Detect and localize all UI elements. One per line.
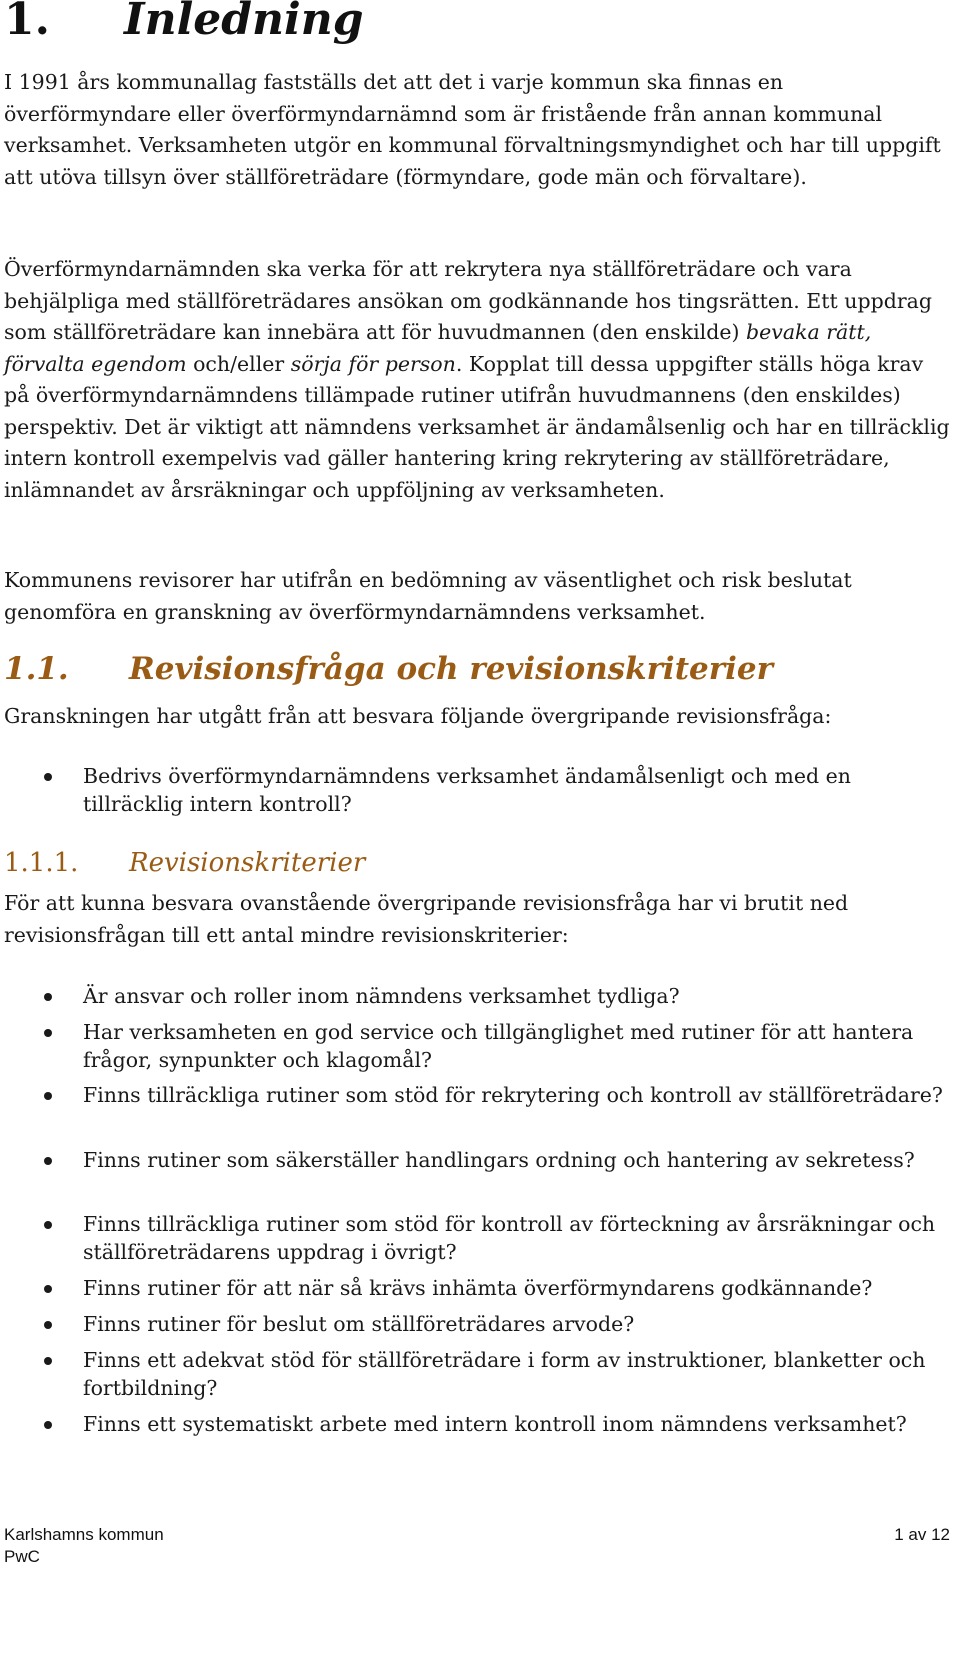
list-item <box>0 1018 955 1074</box>
bullet-icon <box>44 1157 52 1165</box>
criteria-text: Finns ett adekvat stöd för ställföreträdare i form av instruktioner, blanketter och fortbildning? <box>83 1348 926 1400</box>
bullet-icon <box>44 1029 52 1037</box>
page-footer-company <box>4 1547 954 1567</box>
criteria-intro: För att kunna besvara ovanstående övergripande revisionsfråga har vi brutit ned revisionsfrågan till ett antal mindre revisionskriterier: <box>4 891 849 947</box>
bullet-icon <box>44 993 52 1001</box>
list-item <box>0 762 955 818</box>
list-item <box>0 1346 955 1402</box>
criteria-text: Finns tillräckliga rutiner som stöd för rekrytering och kontroll av ställföreträdare? <box>83 1083 943 1107</box>
criteria-text: Är ansvar och roller inom nämndens verksamhet tydliga? <box>83 984 680 1008</box>
criteria-text: Har verksamheten en god service och tillgänglighet med rutiner för att hantera frågor, synpunkter och klagomål? <box>83 1020 914 1072</box>
intro-paragraph-2-italic-a: bevaka rätt, förvalta egendom <box>4 320 872 376</box>
bullet-icon <box>44 773 52 781</box>
heading-3-title: Revisionskriterier <box>129 848 366 878</box>
criteria-text: Finns tillräckliga rutiner som stöd för kontroll av förteckning av årsräkningar och ställföreträdarens uppdrag i övrigt? <box>83 1212 936 1264</box>
bullet-icon <box>44 1357 52 1365</box>
intro-paragraph-2 <box>4 254 954 506</box>
criteria-text: Finns ett systematiskt arbete med intern kontroll inom nämndens verksamhet? <box>83 1412 907 1436</box>
heading-2 <box>4 651 773 687</box>
list-item <box>0 1081 943 1109</box>
criteria-text: Finns rutiner som säkerställer handlingars ordning och hantering av sekretess? <box>83 1148 915 1172</box>
footer-organization: Karlshamns kommun <box>4 1525 164 1544</box>
heading-1-number: 1. <box>4 0 50 45</box>
heading-1 <box>4 0 364 45</box>
list-item <box>0 1210 955 1266</box>
heading-3 <box>4 848 365 878</box>
intro-paragraph-2-text-b: och/eller <box>186 351 291 376</box>
heading-2-title: Revisionsfråga och revisionskriterier <box>129 651 773 687</box>
footer-company: PwC <box>4 1547 40 1566</box>
revision-intro: Granskningen har utgått från att besvara följande övergripande revisionsfråga: <box>4 704 832 728</box>
heading-3-number: 1.1.1. <box>4 848 79 878</box>
criteria-text: Finns rutiner för beslut om ställföreträdares arvode? <box>83 1312 635 1336</box>
list-item <box>0 1410 907 1438</box>
intro-paragraph-3: Kommunens revisorer har utifrån en bedömning av väsentlighet och risk beslutat genomföra en granskning av överförmyndarnämndens verksamhet. <box>4 568 852 624</box>
intro-paragraph-1: I 1991 års kommunallag fastställs det att det i varje kommun ska finnas en överförmyndare eller överförmyndarnämnd som är fristående från annan kommunal verksamhet. Verksamheten utgör en kommunal förvaltningsmyndighet och har till uppgift att utöva tillsyn över ställföreträdare (förmyndare, gode män och förvaltare). <box>4 70 941 189</box>
bullet-icon <box>44 1221 52 1229</box>
intro-paragraph-2-text-c: . Kopplat till dessa uppgifter ställs höga krav på överförmyndarnämndens tillämpade rutiner utifrån huvudmannens (den enskildes) perspektiv. Det är viktigt att nämndens verksamhet är ändamålsenlig och har en tillräcklig intern kontroll exempelvis vad gäller hantering kring rekrytering av ställföreträdare, inlämnandet av årsräkningar och uppföljning av verksamheten. <box>4 351 950 502</box>
list-item <box>0 982 680 1010</box>
revision-question-list <box>0 762 955 818</box>
list-item <box>0 1146 915 1174</box>
list-item <box>0 1274 872 1302</box>
bullet-icon <box>44 1285 52 1293</box>
list-item <box>0 1310 634 1338</box>
bullet-icon <box>44 1321 52 1329</box>
bullet-icon <box>44 1421 52 1429</box>
intro-paragraph-2-text-a: Överförmyndarnämnden ska verka för att rekrytera nya ställföreträdare och vara behjälpliga med ställföreträdares ansökan om godkännande hos tingsrätten. Ett uppdrag som ställföreträdare kan innebära att för huvudmannen (den enskilde) <box>4 257 932 344</box>
heading-1-title: Inledning <box>124 0 364 45</box>
heading-2-number: 1.1. <box>4 651 69 687</box>
criteria-text: Finns rutiner för att när så krävs inhämta överförmyndarens godkännande? <box>83 1276 873 1300</box>
page-number: 1 av 12 <box>894 1525 950 1544</box>
bullet-icon <box>44 1092 52 1100</box>
page-footer <box>4 1525 954 1545</box>
revision-question-text: Bedrivs överförmyndarnämndens verksamhet ändamålsenligt och med en tillräcklig intern kontroll? <box>83 764 851 816</box>
intro-paragraph-2-italic-b: sörja för person <box>290 351 456 376</box>
